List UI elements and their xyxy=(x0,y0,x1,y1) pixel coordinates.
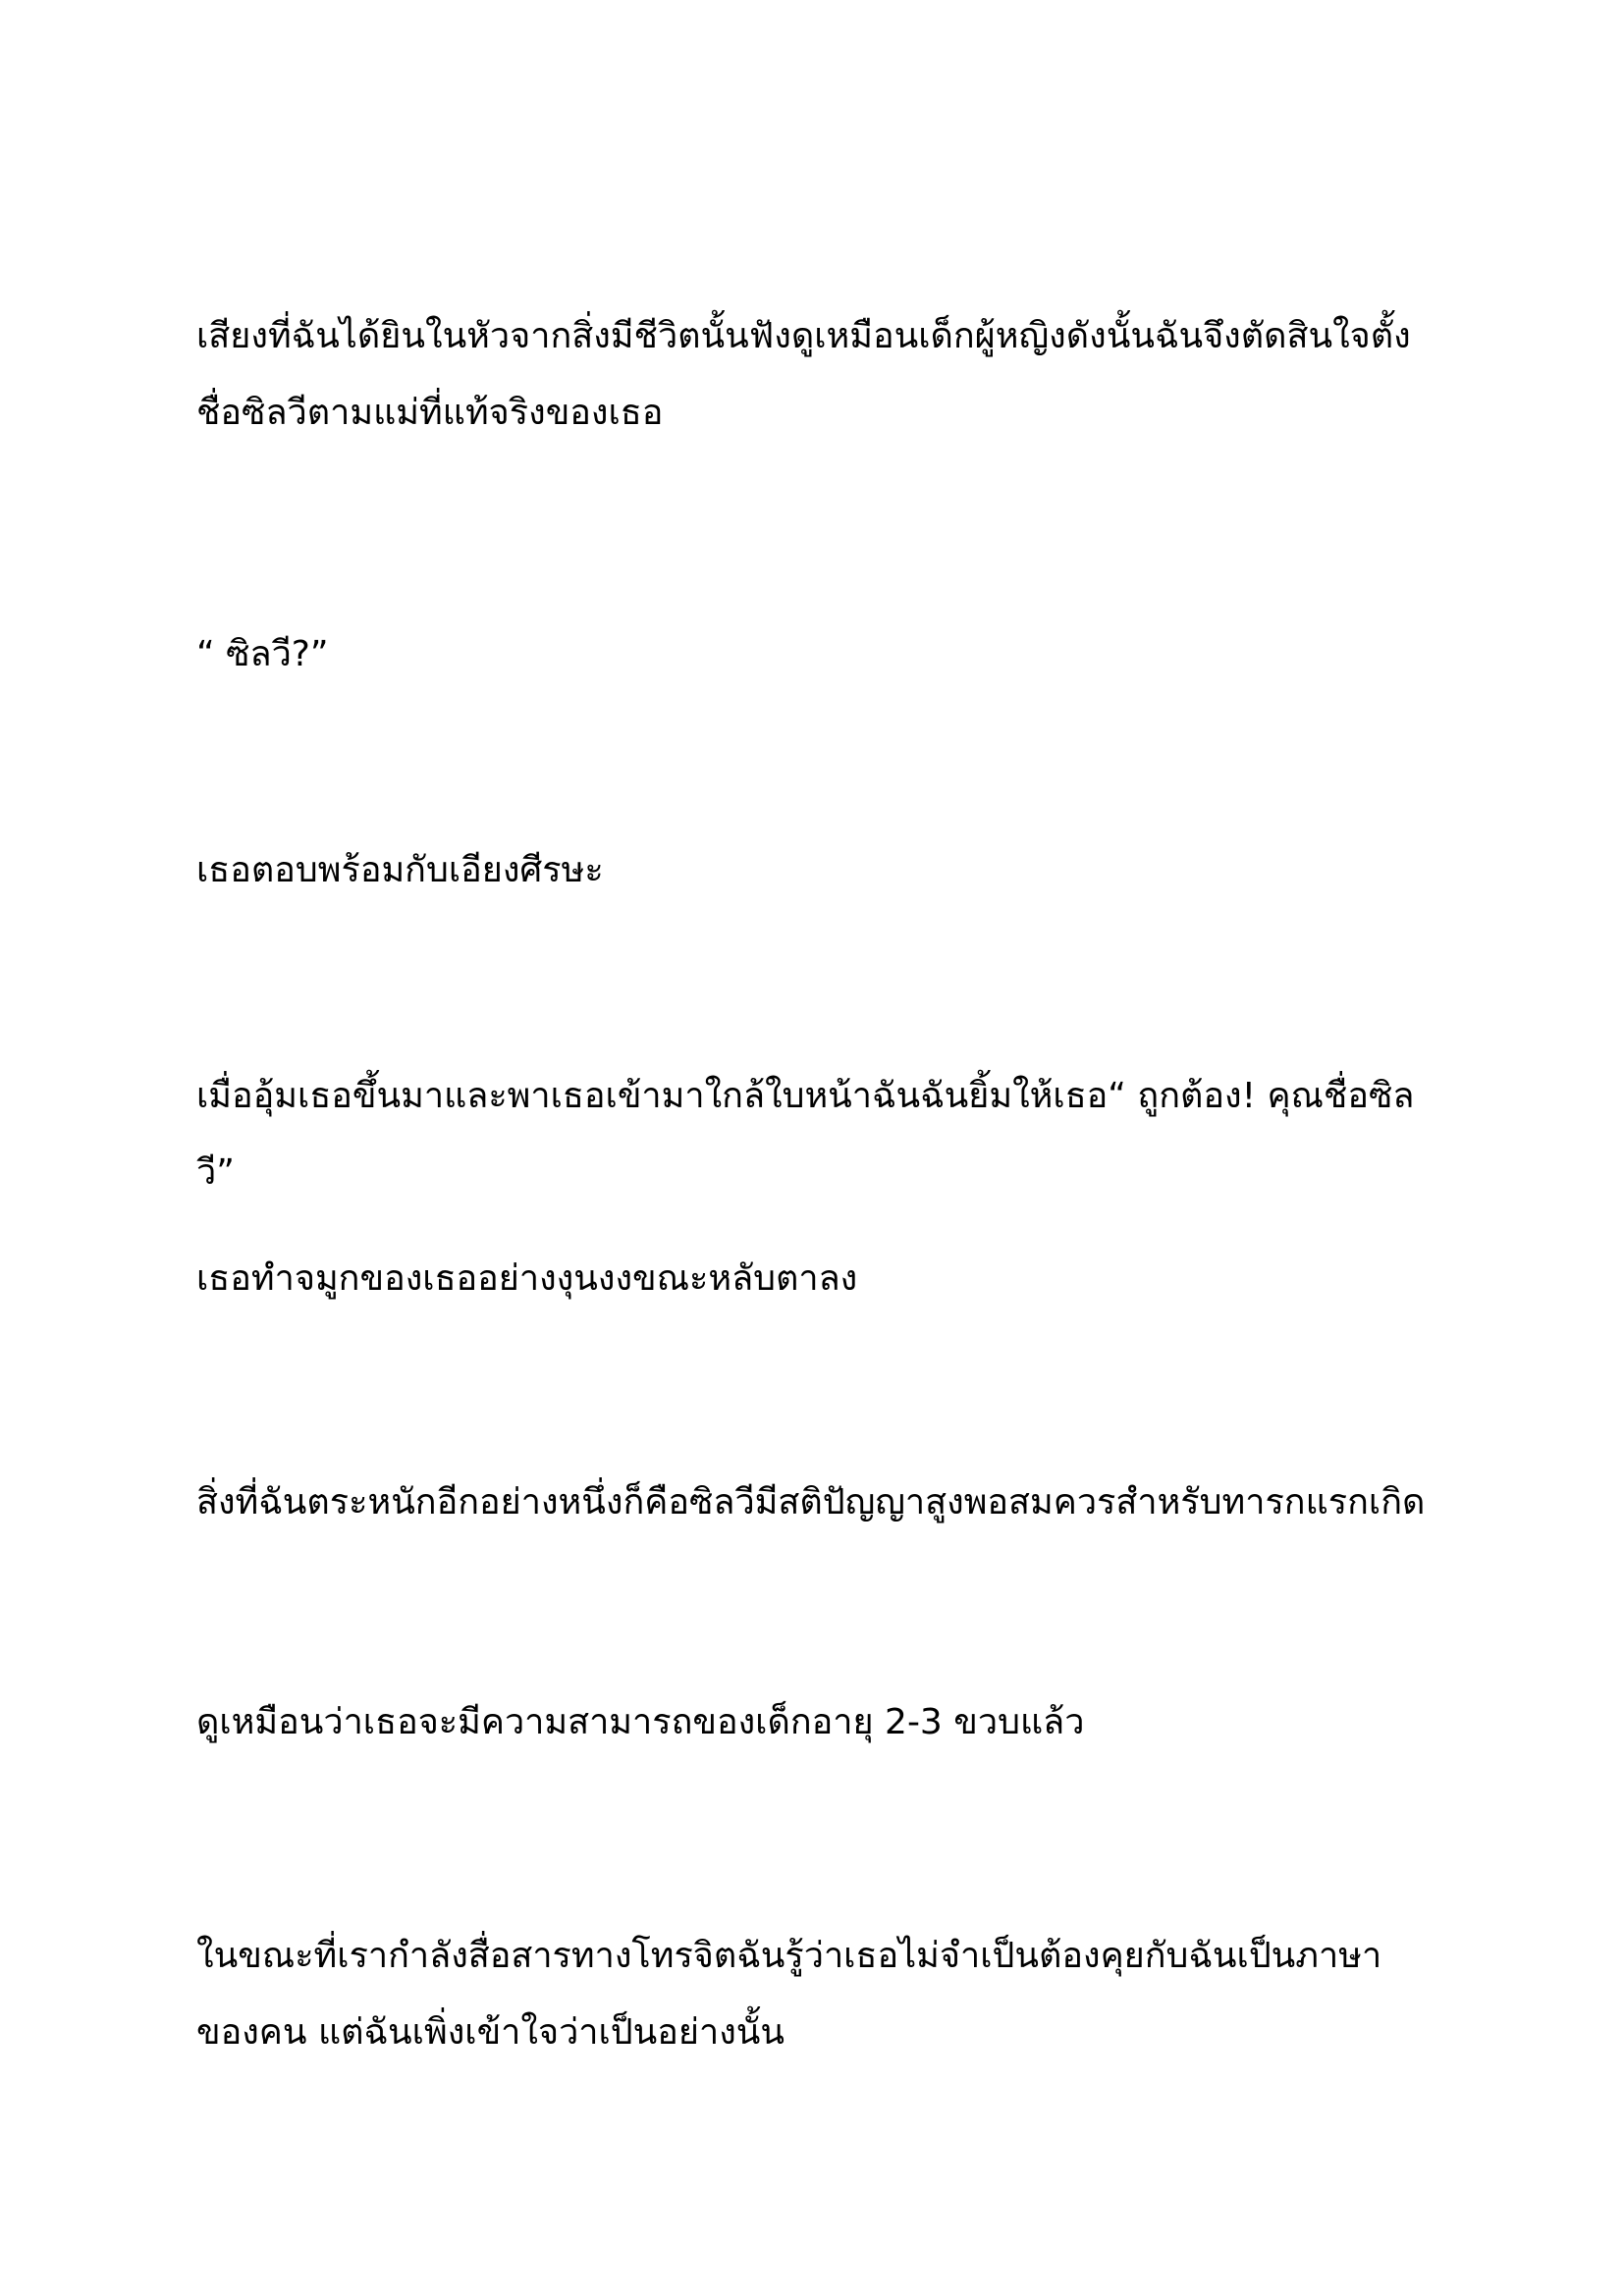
paragraph-3: เธอตอบพร้อมกับเอียงศีรษะ xyxy=(196,850,604,890)
paragraph-2-dialogue: “ ซิลวี?” xyxy=(196,634,329,674)
paragraph-7: ดูเหมือนว่าเธอจะมีความสามารถของเด็กอายุ 2-3 ขวบแล้ว xyxy=(196,1702,1085,1742)
paragraph-1: เสียงที่ฉันได้ยินในหัวจากสิ่งมีชีวิตนั้นฟังดูเหมือนเด็กผู้หญิงดังนั้นฉันจึงตัดสินใจตั้งชื่อซิลวีตามแม่ที่แท้จริงของเธอ xyxy=(196,316,1411,433)
paragraph-6: สิ่งที่ฉันตระหนักอีกอย่างหนึ่งก็คือซิลวีมีสติปัญญาสูงพอสมควรสำหรับทารกแรกเกิด xyxy=(196,1482,1426,1522)
paragraph-5: เธอทำจมูกของเธออย่างงุนงงขณะหลับตาลง xyxy=(196,1258,858,1299)
paragraph-8: ในขณะที่เรากำลังสื่อสารทางโทรจิตฉันรู้ว่าเธอไม่จำเป็นต้องคุยกับฉันเป็นภาษาของคน แต่ฉันเพิ่งเข้าใจว่าเป็นอย่างนั้น xyxy=(196,1936,1382,2053)
paragraph-4: เมื่ออุ้มเธอขึ้นมาและพาเธอเข้ามาใกล้ใบหน้าฉันฉันยิ้มให้เธอ“ ถูกต้อง! คุณชื่อซิลวี” xyxy=(196,1076,1415,1193)
